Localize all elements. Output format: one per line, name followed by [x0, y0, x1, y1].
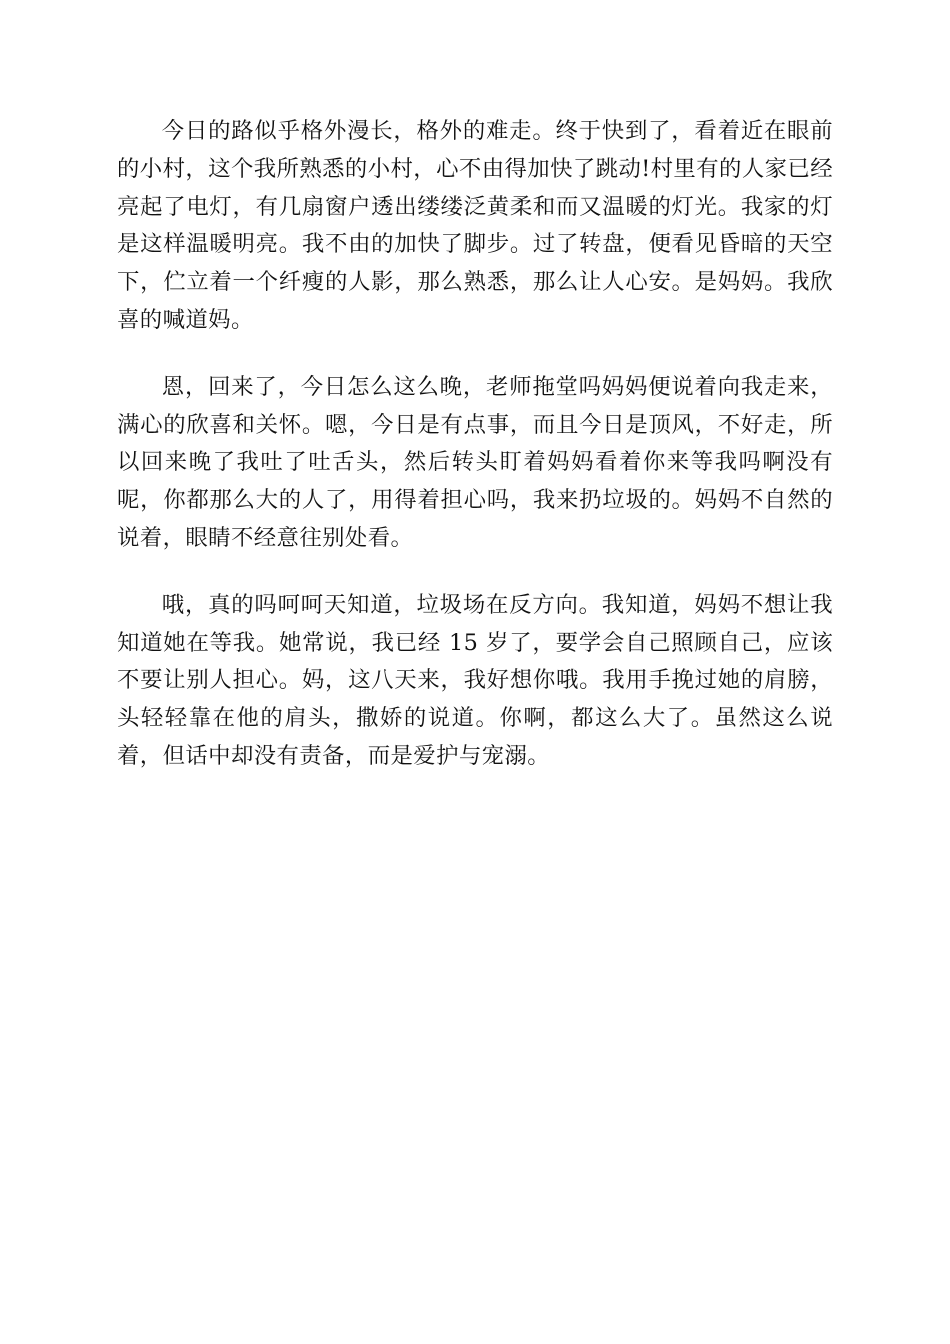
paragraph-1: 今日的路似乎格外漫长，格外的难走。终于快到了，看着近在眼前的小村，这个我所熟悉的小村，心不由得加快了跳动!村里有的人家已经亮起了电灯，有几扇窗户透出缕缕泛黄柔和而又温暖的灯光。我家的灯是这样温暖明亮。我不由的加快了脚步。过了转盘，便看见昏暗的天空下，伫立着一个纤瘦的人影，那么熟悉，那么让人心安。是妈妈。我欣喜的喊道妈。	[117, 118, 833, 333]
paragraph-3: 哦，真的吗呵呵天知道，垃圾场在反方向。我知道，妈妈不想让我知道她在等我。她常说，我已经 15 岁了，要学会自己照顾自己，应该不要让别人担心。妈，这八天来，我好想你哦。我用手挽过她的肩膀，头轻轻靠在他的肩头，撒娇的说道。你啊，都这么大了。虽然这么说着，但话中却没有责备，而是爱护与宠溺。	[117, 591, 833, 769]
document-body	[117, 113, 833, 805]
paragraph-2: 恩，回来了，今日怎么这么晚，老师拖堂吗妈妈便说着向我走来，满心的欣喜和关怀。嗯，今日是有点事，而且今日是顶风，不好走，所以回来晚了我吐了吐舌头，然后转头盯着妈妈看着你来等我吗啊没有呢，你都那么大的人了，用得着担心吗，我来扔垃圾的。妈妈不自然的说着，眼睛不经意往别处看。	[117, 373, 833, 551]
